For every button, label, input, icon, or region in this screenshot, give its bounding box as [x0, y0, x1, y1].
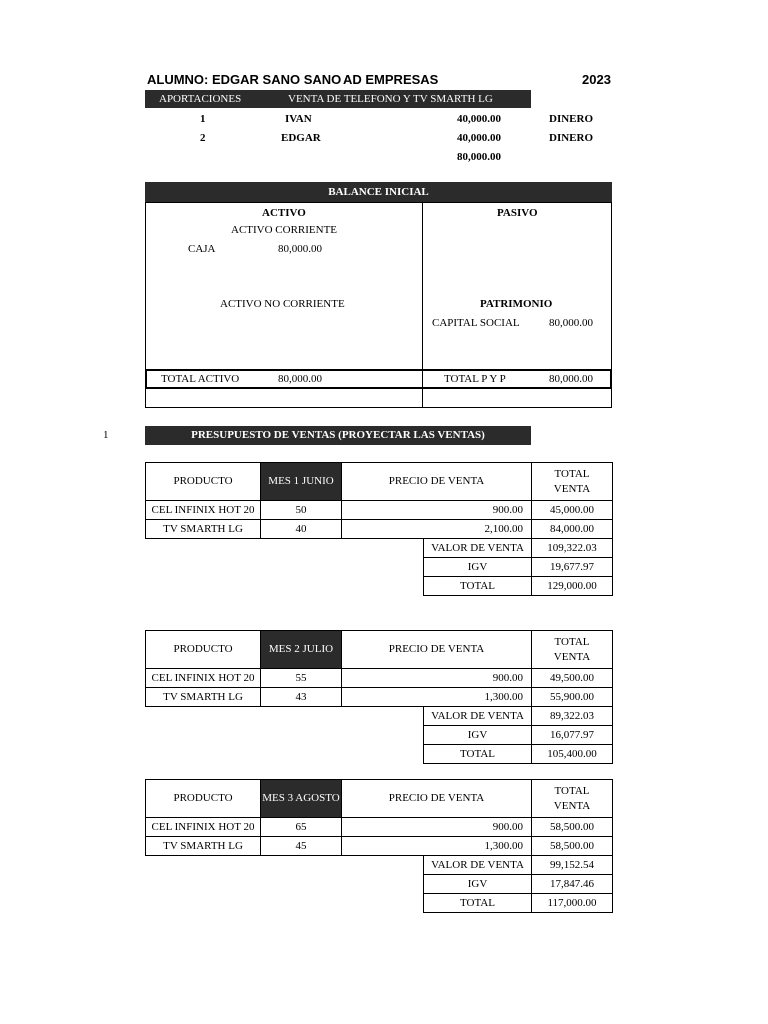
igv-label: IGV — [423, 557, 532, 577]
course-name: AD EMPRESAS — [343, 72, 439, 87]
total-pyp-label: TOTAL P Y P — [444, 373, 506, 385]
presupuesto-title: PRESUPUESTO DE VENTAS (PROYECTAR LAS VENTAS) — [145, 426, 531, 445]
col-producto-header: PRODUCTO — [145, 779, 261, 818]
total-label: TOTAL — [423, 744, 532, 764]
year-label: 2023 — [582, 72, 611, 87]
producto-cell: CEL INFINIX HOT 20 — [145, 668, 261, 688]
total-venta-cell: 58,500.00 — [531, 817, 613, 837]
precio-cell: 1,300.00 — [341, 687, 532, 707]
aportaciones-total: 80,000.00 — [457, 151, 501, 163]
qty-cell: 65 — [260, 817, 342, 837]
total-label: TOTAL — [423, 576, 532, 596]
igv-value: 16,077.97 — [531, 725, 613, 745]
igv-label: IGV — [423, 874, 532, 894]
col-producto-header: PRODUCTO — [145, 462, 261, 501]
total-label: TOTAL — [423, 893, 532, 913]
total-value: 105,400.00 — [531, 744, 613, 764]
igv-value: 17,847.46 — [531, 874, 613, 894]
aporte-type: DINERO — [549, 113, 594, 125]
activo-no-corriente-label: ACTIVO NO CORRIENTE — [220, 298, 345, 310]
qty-cell: 40 — [260, 519, 342, 539]
total-activo-label: TOTAL ACTIVO — [161, 373, 240, 385]
col-mes-header: MES 1 JUNIO — [260, 462, 342, 501]
precio-cell: 2,100.00 — [341, 519, 532, 539]
producto-cell: TV SMARTH LG — [145, 519, 261, 539]
capital-social-label: CAPITAL SOCIAL — [432, 317, 520, 329]
total-pyp-value: 80,000.00 — [549, 373, 593, 385]
aporte-type: DINERO — [549, 132, 594, 144]
producto-cell: CEL INFINIX HOT 20 — [145, 500, 261, 520]
producto-cell: TV SMARTH LG — [145, 836, 261, 856]
total-venta-cell: 58,500.00 — [531, 836, 613, 856]
valor-venta-value: 109,322.03 — [531, 538, 613, 558]
valor-venta-label: VALOR DE VENTA — [423, 706, 532, 726]
precio-cell: 900.00 — [341, 668, 532, 688]
aportaciones-label: APORTACIONES — [159, 93, 242, 105]
activo-heading: ACTIVO — [262, 207, 306, 219]
total-activo-value: 80,000.00 — [278, 373, 322, 385]
precio-cell: 900.00 — [341, 500, 532, 520]
caja-label: CAJA — [188, 243, 216, 255]
col-precio-header: PRECIO DE VENTA — [341, 779, 532, 818]
col-precio-header: PRECIO DE VENTA — [341, 630, 532, 669]
producto-cell: CEL INFINIX HOT 20 — [145, 817, 261, 837]
aporte-amount: 40,000.00 — [457, 132, 501, 144]
col-mes-header: MES 2 JULIO — [260, 630, 342, 669]
valor-venta-value: 89,322.03 — [531, 706, 613, 726]
total-value: 117,000.00 — [531, 893, 613, 913]
total-venta-cell: 84,000.00 — [531, 519, 613, 539]
igv-value: 19,677.97 — [531, 557, 613, 577]
aporte-name: IVAN — [285, 113, 312, 125]
precio-cell: 900.00 — [341, 817, 532, 837]
capital-social-value: 80,000.00 — [549, 317, 593, 329]
col-total-header: TOTAL VENTA — [531, 462, 613, 501]
qty-cell: 50 — [260, 500, 342, 520]
col-total-header: TOTAL VENTA — [531, 779, 613, 818]
aportaciones-header-bar — [145, 90, 531, 108]
pasivo-heading: PASIVO — [497, 207, 538, 219]
qty-cell: 55 — [260, 668, 342, 688]
aporte-num: 2 — [200, 132, 206, 144]
caja-value: 80,000.00 — [278, 243, 322, 255]
section-number: 1 — [103, 429, 109, 441]
aportaciones-title: VENTA DE TELEFONO Y TV SMARTH LG — [288, 93, 493, 105]
aporte-amount: 40,000.00 — [457, 113, 501, 125]
precio-cell: 1,300.00 — [341, 836, 532, 856]
col-precio-header: PRECIO DE VENTA — [341, 462, 532, 501]
valor-venta-value: 99,152.54 — [531, 855, 613, 875]
total-venta-cell: 49,500.00 — [531, 668, 613, 688]
balance-title: BALANCE INICIAL — [145, 182, 612, 202]
valor-venta-label: VALOR DE VENTA — [423, 538, 532, 558]
total-venta-cell: 45,000.00 — [531, 500, 613, 520]
qty-cell: 45 — [260, 836, 342, 856]
valor-venta-label: VALOR DE VENTA — [423, 855, 532, 875]
qty-cell: 43 — [260, 687, 342, 707]
total-value: 129,000.00 — [531, 576, 613, 596]
producto-cell: TV SMARTH LG — [145, 687, 261, 707]
igv-label: IGV — [423, 725, 532, 745]
col-mes-header: MES 3 AGOSTO — [260, 779, 342, 818]
activo-corriente-label: ACTIVO CORRIENTE — [231, 224, 338, 236]
aporte-name: EDGAR — [281, 132, 321, 144]
col-total-header: TOTAL VENTA — [531, 630, 613, 669]
aporte-num: 1 — [200, 113, 206, 125]
patrimonio-heading: PATRIMONIO — [480, 298, 553, 310]
total-venta-cell: 55,900.00 — [531, 687, 613, 707]
student-name: ALUMNO: EDGAR SANO SANO — [147, 72, 342, 87]
col-producto-header: PRODUCTO — [145, 630, 261, 669]
